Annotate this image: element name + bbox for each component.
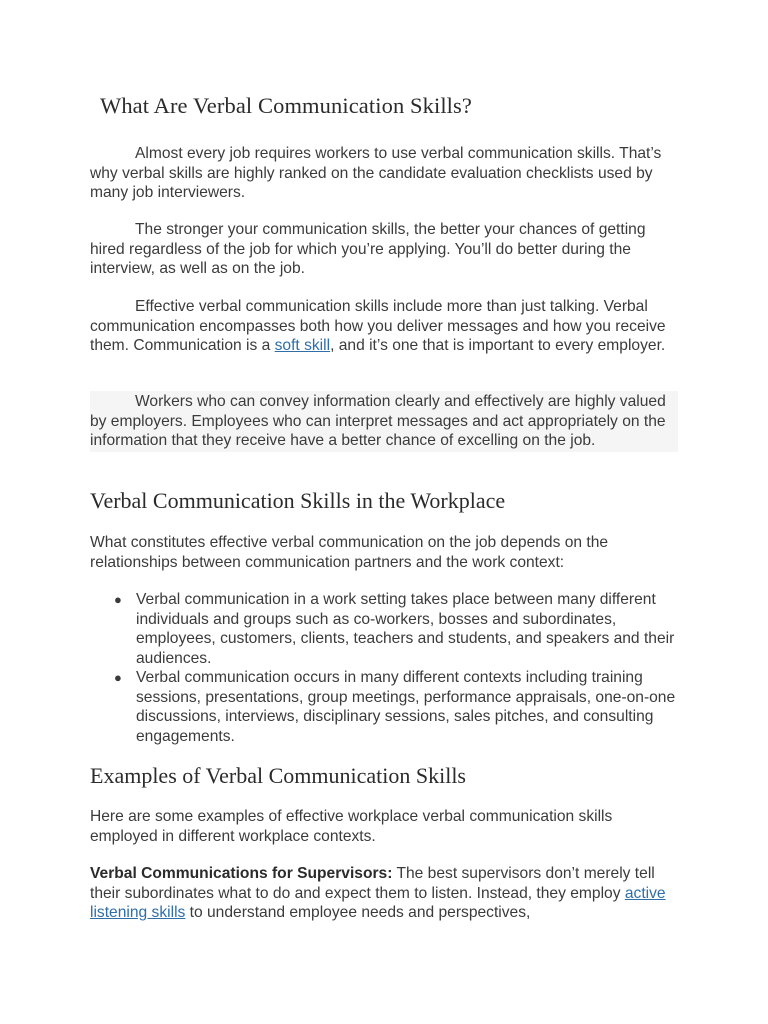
soft-skill-paragraph-text-after: , and it’s one that is important to every employer. [330,337,666,354]
supervisors-paragraph [90,864,678,923]
bullet-icon: ● [114,670,122,685]
supervisors-text: The best supervisors don’t merely tell their subordinates what to do and expect them to listen. Instead, they employ [90,865,655,902]
workplace-intro: What constitutes effective verbal communication on the job depends on the relationships between communication partners and the work context: [90,534,609,571]
intro-paragraph-2: The stronger your communication skills, the better your chances of getting hired regardless of the job for which you’re applying. You’ll do better during the interview, as well as on the job. [90,221,646,277]
intro-paragraph-1: Almost every job requires workers to use verbal communication skills. That’s why verbal skills are highly ranked on the candidate evaluation checklists used by many job interviewers. [90,145,662,201]
workplace-heading: Verbal Communication Skills in the Workplace [90,488,506,513]
supervisors-text-after: to understand employee needs and perspectives, [185,904,531,921]
soft-skill-link[interactable]: soft skill [274,337,331,354]
active-listening-link[interactable]: active listening skills [90,884,666,921]
list-item [90,590,678,668]
bullet-icon: ● [114,592,122,607]
examples-heading: Examples of Verbal Communication Skills [90,763,466,788]
highlighted-paragraph: Workers who can convey information clearly and effectively are highly valued by employers. Employees who can interpret messages and act appropriately on the information that they receive have a better chance of excelling on the job. [90,391,678,452]
supervisors-label: Verbal Communications for Supervisors: [90,865,393,882]
soft-skill-paragraph-text-before: Effective verbal communication skills include more than just talking. Verbal communication encompasses both how you deliver messages and how you receive them. Communication is a [90,298,666,354]
list-item [90,668,678,746]
list-item-text: Verbal communication occurs in many different contexts including training sessions, presentations, group meetings, performance appraisals, one-on-one discussions, interviews, disciplinary sessions, sales pitches, and consulting engagements. [136,669,676,745]
examples-intro: Here are some examples of effective workplace verbal communication skills employed in different workplace contexts. [90,808,613,845]
page-title: What Are Verbal Communication Skills? [100,93,472,118]
soft-skill-paragraph [90,297,678,356]
list-item-text: Verbal communication in a work setting takes place between many different individuals and groups such as co-workers, bosses and subordinates, employees, customers, clients, teachers and students, and speakers and their audiences. [136,591,675,667]
workplace-bullet-list [90,590,678,746]
